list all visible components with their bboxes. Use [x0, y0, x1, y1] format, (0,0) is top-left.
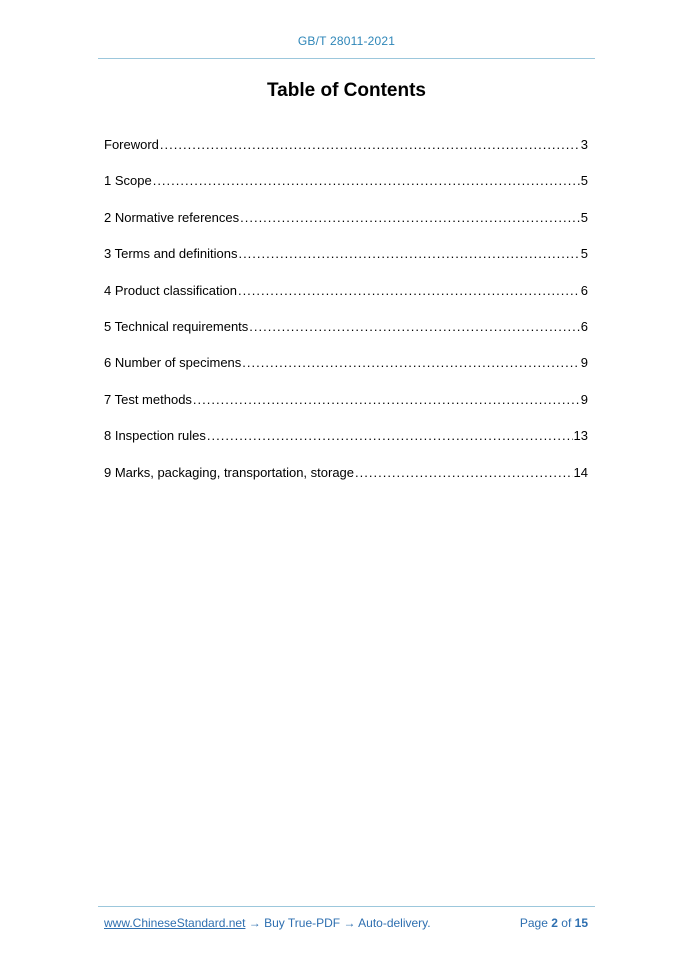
toc-entry-page: 14 [573, 464, 588, 480]
dot-leader [193, 392, 580, 407]
toc-entry-label: 6 Number of specimens [104, 355, 242, 371]
current-page-number: 2 [551, 916, 558, 930]
footer-divider [98, 906, 595, 907]
toc-entry-scope[interactable] [104, 173, 588, 209]
toc-entry-normative-references[interactable] [104, 210, 588, 246]
toc-entry-inspection-rules[interactable] [104, 428, 588, 464]
page-word: Page [519, 916, 548, 930]
total-pages-number: 15 [574, 916, 588, 930]
toc-entry-number-of-specimens[interactable] [104, 355, 588, 391]
toc-entry-page: 5 [580, 173, 588, 189]
dot-leader [249, 319, 579, 334]
dot-leader [160, 137, 580, 152]
page-number [520, 916, 588, 930]
dot-leader [355, 465, 573, 480]
toc-entry-label: 7 Test methods [104, 391, 192, 407]
footer-promo [104, 916, 431, 930]
toc-entry-page: 9 [580, 355, 588, 371]
toc-entry-label: 3 Terms and definitions [104, 246, 238, 262]
dot-leader [207, 428, 573, 443]
buy-pdf-text: Buy True-PDF [264, 916, 341, 930]
toc-entry-label: 4 Product classification [104, 282, 237, 298]
dot-leader [153, 173, 580, 188]
toc-entry-page: 5 [580, 246, 588, 262]
toc-entry-page: 9 [580, 391, 588, 407]
toc-entry-technical-requirements[interactable] [104, 319, 588, 355]
dot-leader [242, 355, 579, 370]
toc-entry-page: 5 [580, 209, 588, 225]
toc-entry-label: 1 Scope [104, 173, 152, 189]
toc-entry-marks-packaging[interactable] [104, 465, 588, 501]
delivery-text: Auto-delivery. [358, 916, 431, 930]
toc-entry-label: 2 Normative references [104, 209, 240, 225]
arrow-right-icon: → [245, 916, 265, 930]
toc-entry-page: 13 [573, 428, 588, 444]
dot-leader [238, 246, 579, 261]
page-title: Table of Contents [266, 80, 427, 101]
arrow-right-icon: → [340, 916, 359, 930]
table-of-contents [104, 137, 588, 501]
document-header-code: GB/T 28011-2021 [297, 34, 396, 48]
toc-entry-terms-and-definitions[interactable] [104, 246, 588, 282]
toc-entry-label: 9 Marks, packaging, transportation, storage [104, 464, 355, 480]
toc-entry-page: 6 [580, 318, 588, 334]
site-link[interactable]: www.ChineseStandard.net [104, 916, 246, 930]
toc-entry-label: 5 Technical requirements [104, 318, 249, 334]
toc-entry-foreword[interactable] [104, 137, 588, 173]
toc-entry-page: 6 [580, 282, 588, 298]
toc-entry-product-classification[interactable] [104, 283, 588, 319]
dot-leader [240, 210, 580, 225]
dot-leader [238, 283, 580, 298]
of-word: of [561, 916, 572, 930]
toc-entry-label: Foreword [104, 137, 159, 152]
toc-entry-page: 3 [580, 137, 588, 152]
toc-entry-test-methods[interactable] [104, 392, 588, 428]
header-divider [98, 58, 595, 59]
toc-entry-label: 8 Inspection rules [104, 428, 206, 444]
